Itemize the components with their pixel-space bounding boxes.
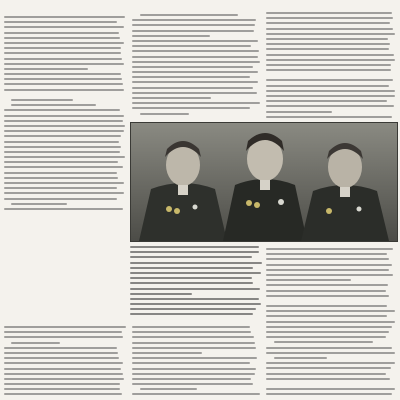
text-line [266, 258, 389, 260]
text-line [4, 135, 121, 137]
text-line [132, 352, 202, 354]
text-line [266, 352, 395, 354]
text-line [4, 146, 121, 148]
text-line [4, 58, 122, 60]
text-line [4, 156, 125, 158]
text-line [130, 246, 259, 248]
text-line [4, 187, 117, 189]
text-line [266, 69, 391, 71]
text-line [266, 38, 388, 40]
text-line [266, 22, 390, 24]
text-line [132, 35, 210, 37]
text-line [11, 203, 67, 205]
group-photo-image [131, 123, 397, 241]
text-line [4, 383, 120, 385]
text-line [132, 362, 250, 364]
text-line [4, 125, 125, 127]
text-line [132, 368, 256, 370]
text-line [4, 192, 124, 194]
text-line [266, 54, 394, 56]
text-line [4, 161, 118, 163]
text-line [132, 56, 258, 58]
text-line [266, 79, 393, 81]
text-line [130, 303, 261, 305]
text-line [266, 367, 391, 369]
text-line [4, 26, 124, 28]
text-line [132, 383, 253, 385]
text-line [4, 362, 123, 364]
text-line [4, 331, 122, 333]
text-line [4, 198, 117, 200]
text-line [132, 97, 211, 99]
text-line [266, 248, 393, 250]
text-line [266, 105, 394, 107]
text-line [140, 388, 198, 390]
text-line [4, 130, 124, 132]
text-line [11, 99, 72, 101]
text-line [4, 16, 125, 18]
text-line [132, 87, 253, 89]
text-line [132, 81, 258, 83]
text-line [130, 282, 253, 284]
text-line [132, 24, 255, 26]
text-line [140, 14, 238, 16]
text-line [4, 42, 124, 44]
text-line [266, 279, 351, 281]
text-line [4, 109, 120, 111]
text-line [130, 262, 262, 264]
text-line [266, 74, 396, 76]
text-line [266, 116, 392, 118]
text-line [4, 21, 117, 23]
text-line [4, 52, 121, 54]
text-column-bottom-right [266, 248, 396, 400]
text-line [4, 32, 119, 34]
text-line [266, 331, 389, 333]
text-line [266, 264, 392, 266]
text-line [4, 94, 126, 96]
text-line [4, 83, 123, 85]
text-line [274, 341, 373, 343]
text-line [266, 373, 386, 375]
text-line [130, 277, 252, 279]
text-line [266, 378, 390, 380]
text-line [266, 43, 390, 45]
text-column-bottom-left [4, 326, 126, 400]
text-line [130, 288, 260, 290]
text-line [266, 321, 395, 323]
text-line [132, 45, 251, 47]
text-line [266, 274, 393, 276]
text-line [4, 373, 123, 375]
text-line [132, 66, 253, 68]
text-line [266, 393, 392, 395]
text-line [266, 269, 389, 271]
text-line [4, 151, 120, 153]
text-line [4, 182, 124, 184]
text-line [4, 378, 124, 380]
text-line [4, 393, 122, 395]
text-line [266, 90, 395, 92]
text-line [266, 347, 392, 349]
text-line [130, 313, 253, 315]
text-line [4, 78, 122, 80]
text-line [4, 47, 121, 49]
text-line [4, 166, 123, 168]
text-line [266, 284, 388, 286]
text-line [132, 92, 257, 94]
text-line [266, 33, 395, 35]
text-line [132, 61, 260, 63]
text-line [266, 17, 393, 19]
text-line [132, 373, 255, 375]
text-line [130, 267, 253, 269]
text-line [266, 336, 386, 338]
text-line [132, 19, 256, 21]
text-line [130, 293, 192, 295]
text-line [4, 115, 124, 117]
text-line [4, 347, 117, 349]
text-line [266, 362, 395, 364]
text-line [4, 73, 121, 75]
text-line [4, 336, 123, 338]
text-line [266, 28, 393, 30]
text-line [132, 40, 258, 42]
text-line [11, 342, 59, 344]
text-line [4, 68, 88, 70]
text-column-middle [132, 14, 260, 120]
text-line [266, 85, 389, 87]
text-line [132, 71, 258, 73]
text-line [4, 89, 124, 91]
text-line [266, 305, 387, 307]
text-line [132, 76, 250, 78]
text-line [266, 388, 395, 390]
text-line [4, 120, 123, 122]
text-line [130, 251, 259, 253]
text-line [130, 308, 256, 310]
text-line [140, 113, 190, 115]
text-line [4, 357, 119, 359]
text-line [266, 315, 387, 317]
text-line [132, 30, 254, 32]
text-line [4, 63, 124, 65]
text-line [266, 64, 391, 66]
text-line [266, 59, 395, 61]
text-line [266, 95, 395, 97]
text-column-left [4, 16, 126, 218]
group-photo [130, 122, 398, 242]
text-line [132, 336, 254, 338]
text-line [266, 253, 387, 255]
text-line [132, 102, 260, 104]
text-line [11, 104, 95, 106]
text-line [132, 342, 255, 344]
text-line [4, 368, 121, 370]
text-line [4, 208, 123, 210]
text-line [266, 290, 386, 292]
text-line [266, 48, 389, 50]
text-line [4, 388, 120, 390]
text-line [132, 326, 250, 328]
text-line [130, 298, 259, 300]
text-line [130, 272, 261, 274]
text-line [266, 12, 392, 14]
text-line [266, 383, 396, 385]
text-column-bottom-middle [132, 326, 260, 400]
text-line [266, 100, 387, 102]
text-line [132, 107, 250, 109]
text-line [4, 352, 118, 354]
text-line [266, 300, 396, 302]
text-line [274, 357, 327, 359]
text-line [130, 256, 252, 258]
text-line [266, 111, 332, 113]
text-line [4, 172, 117, 174]
photo-caption [130, 246, 262, 320]
text-line [132, 331, 251, 333]
text-line [266, 310, 395, 312]
text-line [266, 326, 392, 328]
text-line [132, 357, 257, 359]
text-line [132, 50, 259, 52]
text-line [4, 177, 118, 179]
text-line [132, 347, 256, 349]
text-line [4, 37, 120, 39]
text-line [266, 295, 389, 297]
text-line [132, 378, 251, 380]
text-line [132, 393, 260, 395]
text-line [4, 326, 126, 328]
text-line [4, 141, 119, 143]
